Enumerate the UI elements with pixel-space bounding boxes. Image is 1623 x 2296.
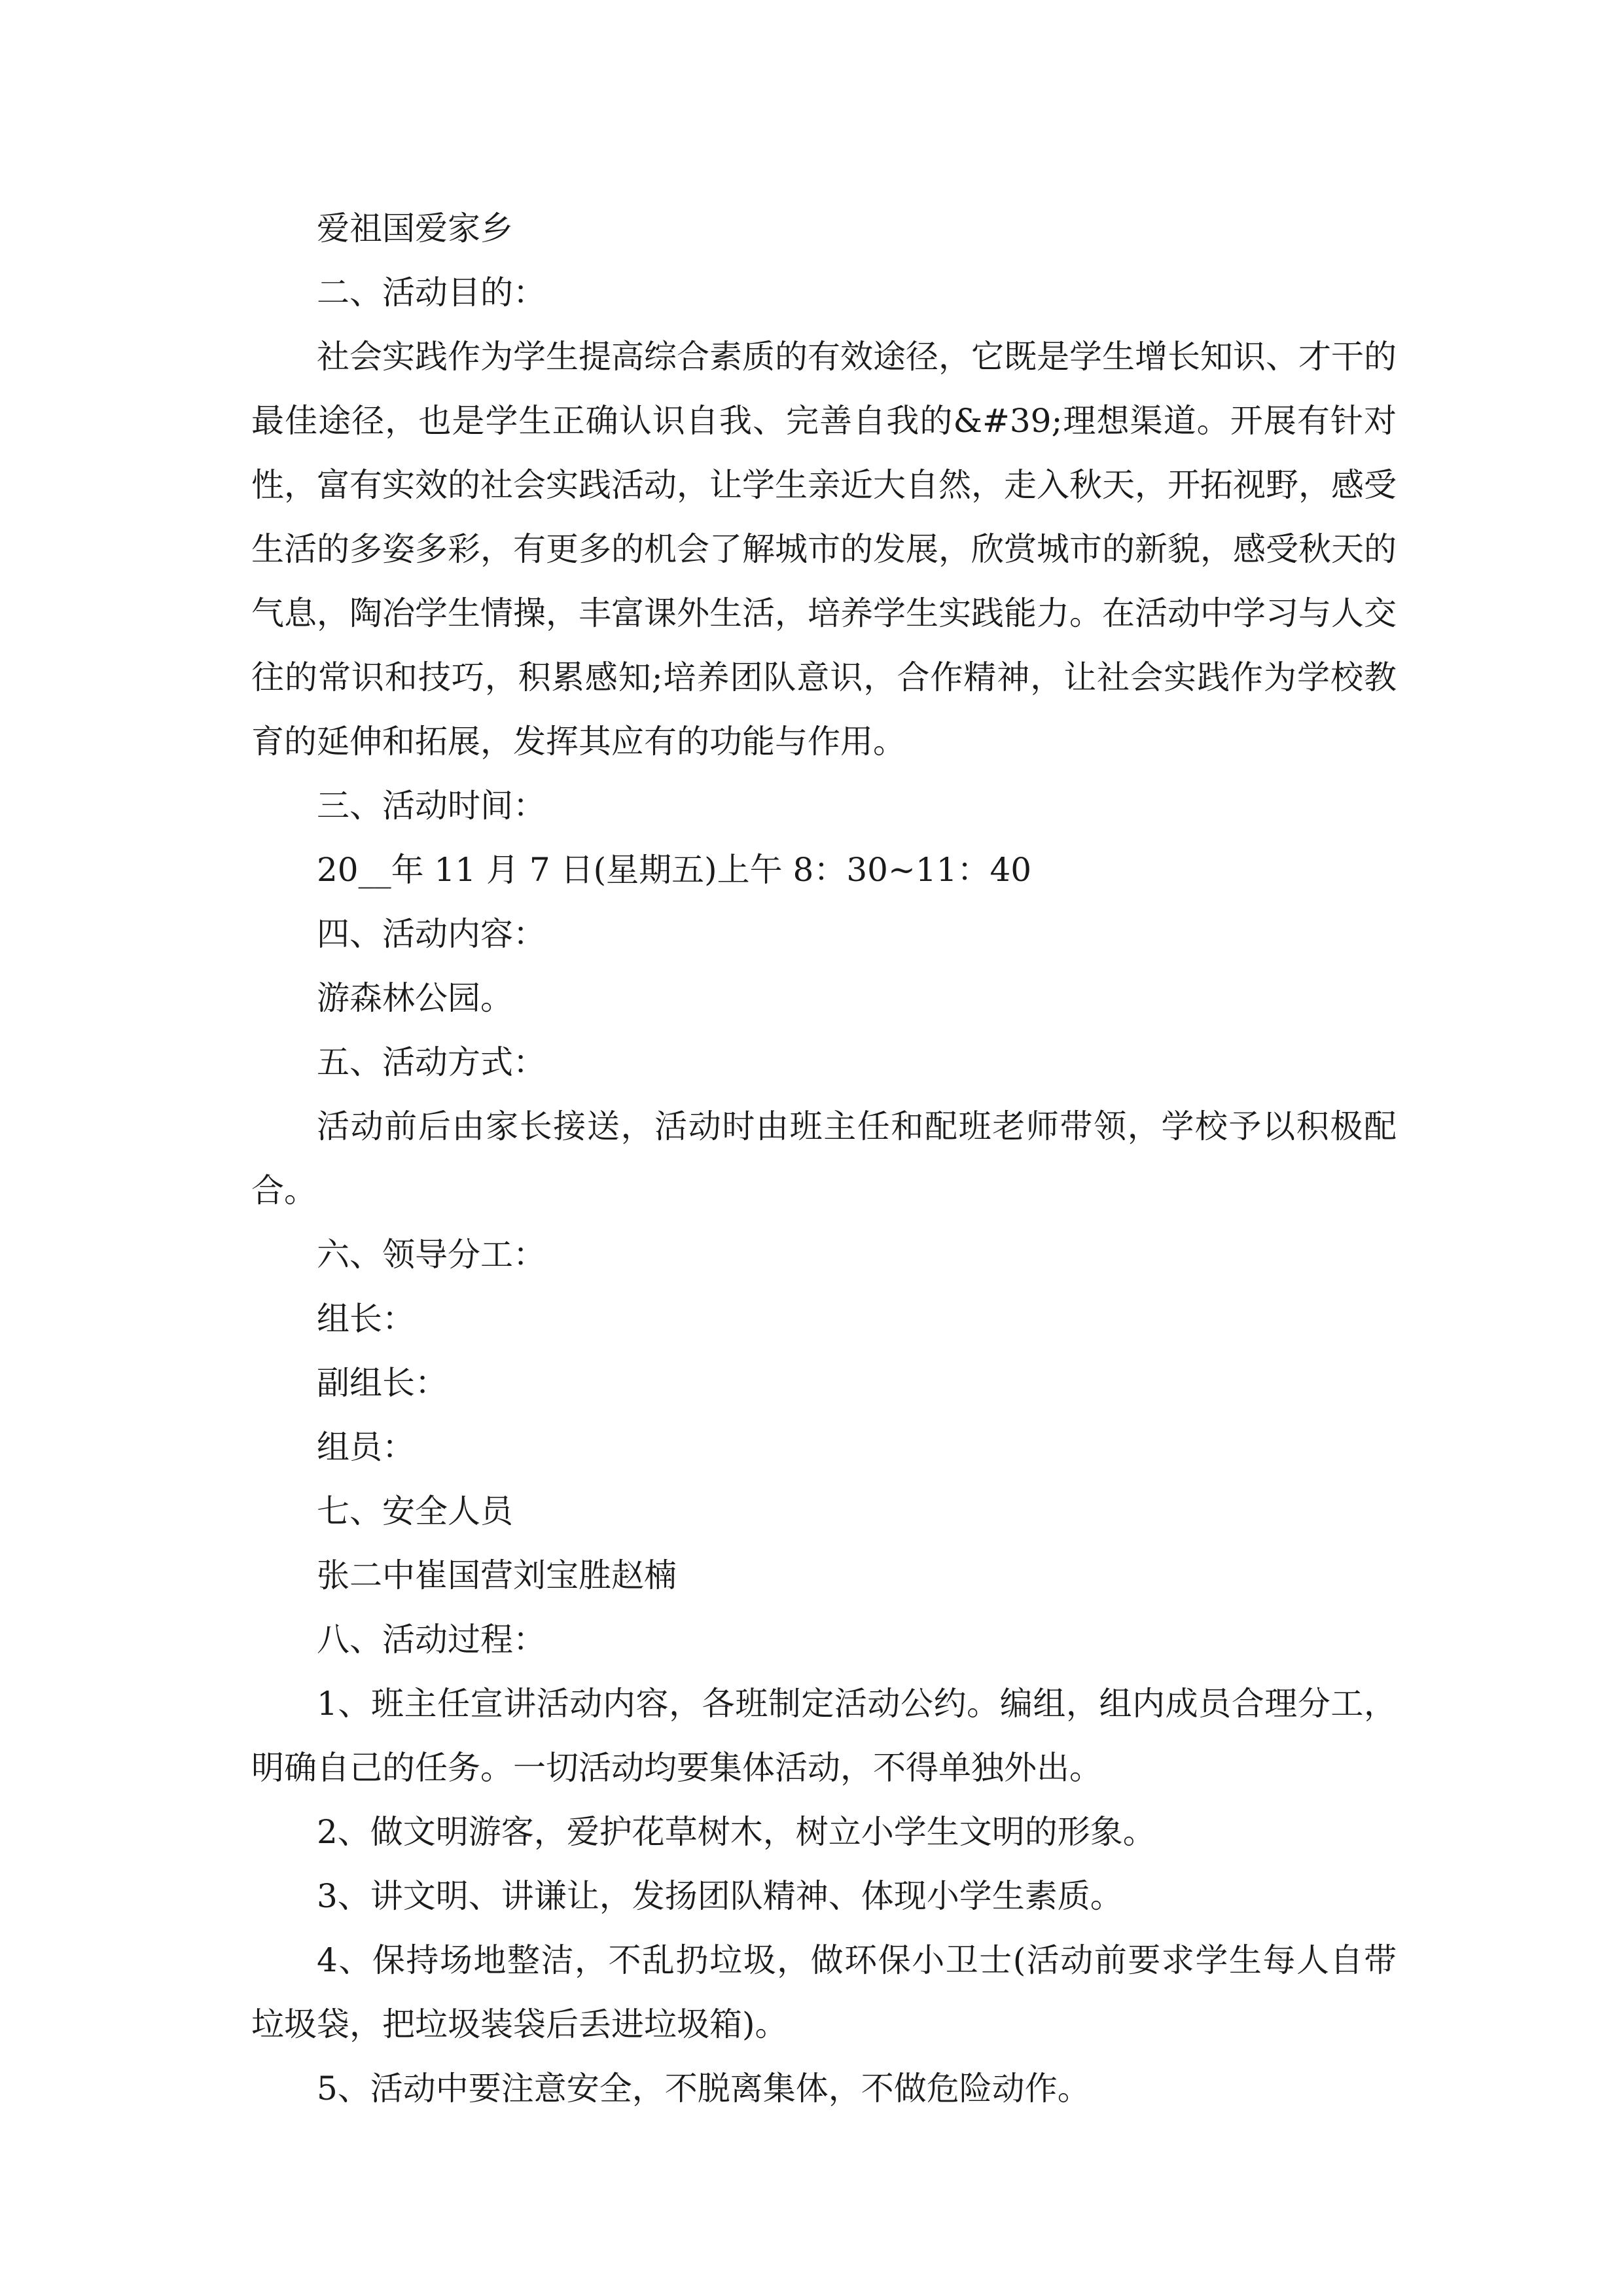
theme-line: 爱祖国爱家乡 [317, 209, 513, 247]
activity-content: 游森林公园。 [317, 979, 513, 1017]
section-heading-method: 五、活动方式： [317, 1043, 546, 1081]
section-heading-process: 八、活动过程： [317, 1621, 546, 1659]
section-heading-purpose: 二、活动目的： [317, 274, 546, 312]
section-heading-leadership: 六、领导分工： [317, 1236, 546, 1274]
section-heading-content: 四、活动内容： [317, 915, 546, 953]
member-line: 组员： [317, 1428, 415, 1466]
purpose-paragraph: 社会实践作为学生提高综合素质的有效途径，它既是学生增长知识、才干的最佳途径，也是学生正确认识自我、完善自我的&#39;理想渠道。开展有针对性，富有实效的社会实践活动，让学生亲近大自然，走入秋天，开拓视野，感受生活的多姿多彩，有更多的机会了解城市的发展，欣赏城市的新貌，感受秋天的气息，陶冶学生情操，丰富课外生活，培养学生实践能力。在活动中学习与人交往的常识和技巧，积累感知;培养团队意识，合作精神，让社会实践作为学校教育的延伸和拓展，发挥其应有的功能与作用。 [251, 338, 1397, 761]
section-heading-time: 三、活动时间： [317, 787, 546, 825]
activity-method: 活动前后由家长接送，活动时由班主任和配班老师带领，学校予以积极配合。 [251, 1107, 1397, 1210]
safety-staff: 张二中崔国营刘宝胜赵楠 [317, 1556, 677, 1594]
process-item: 1、班主任宣讲活动内容，各班制定活动公约。编组，组内成员合理分工，明确自己的任务。一切活动均要集体活动，不得单独外出。 [251, 1685, 1397, 1787]
process-item: 3、讲文明、讲谦让，发扬团队精神、体现小学生素质。 [317, 1877, 1123, 1915]
process-item: 5、活动中要注意安全，不脱离集体，不做危险动作。 [317, 2070, 1090, 2108]
process-item: 2、做文明游客，爱护花草树木，树立小学生文明的形象。 [317, 1813, 1156, 1851]
process-item: 4、保持场地整洁，不乱扔垃圾，做环保小卫士(活动前要求学生每人自带垃圾袋，把垃圾装袋后丢进垃圾箱)。 [251, 1941, 1397, 2043]
document-body [251, 196, 1397, 2121]
deputy-leader-line: 副组长： [317, 1364, 448, 1402]
section-heading-safety: 七、安全人员 [317, 1492, 513, 1530]
activity-time: 20__年 11 月 7 日(星期五)上午 8：30~11：40 [317, 851, 1032, 889]
leader-line: 组长： [317, 1300, 415, 1338]
